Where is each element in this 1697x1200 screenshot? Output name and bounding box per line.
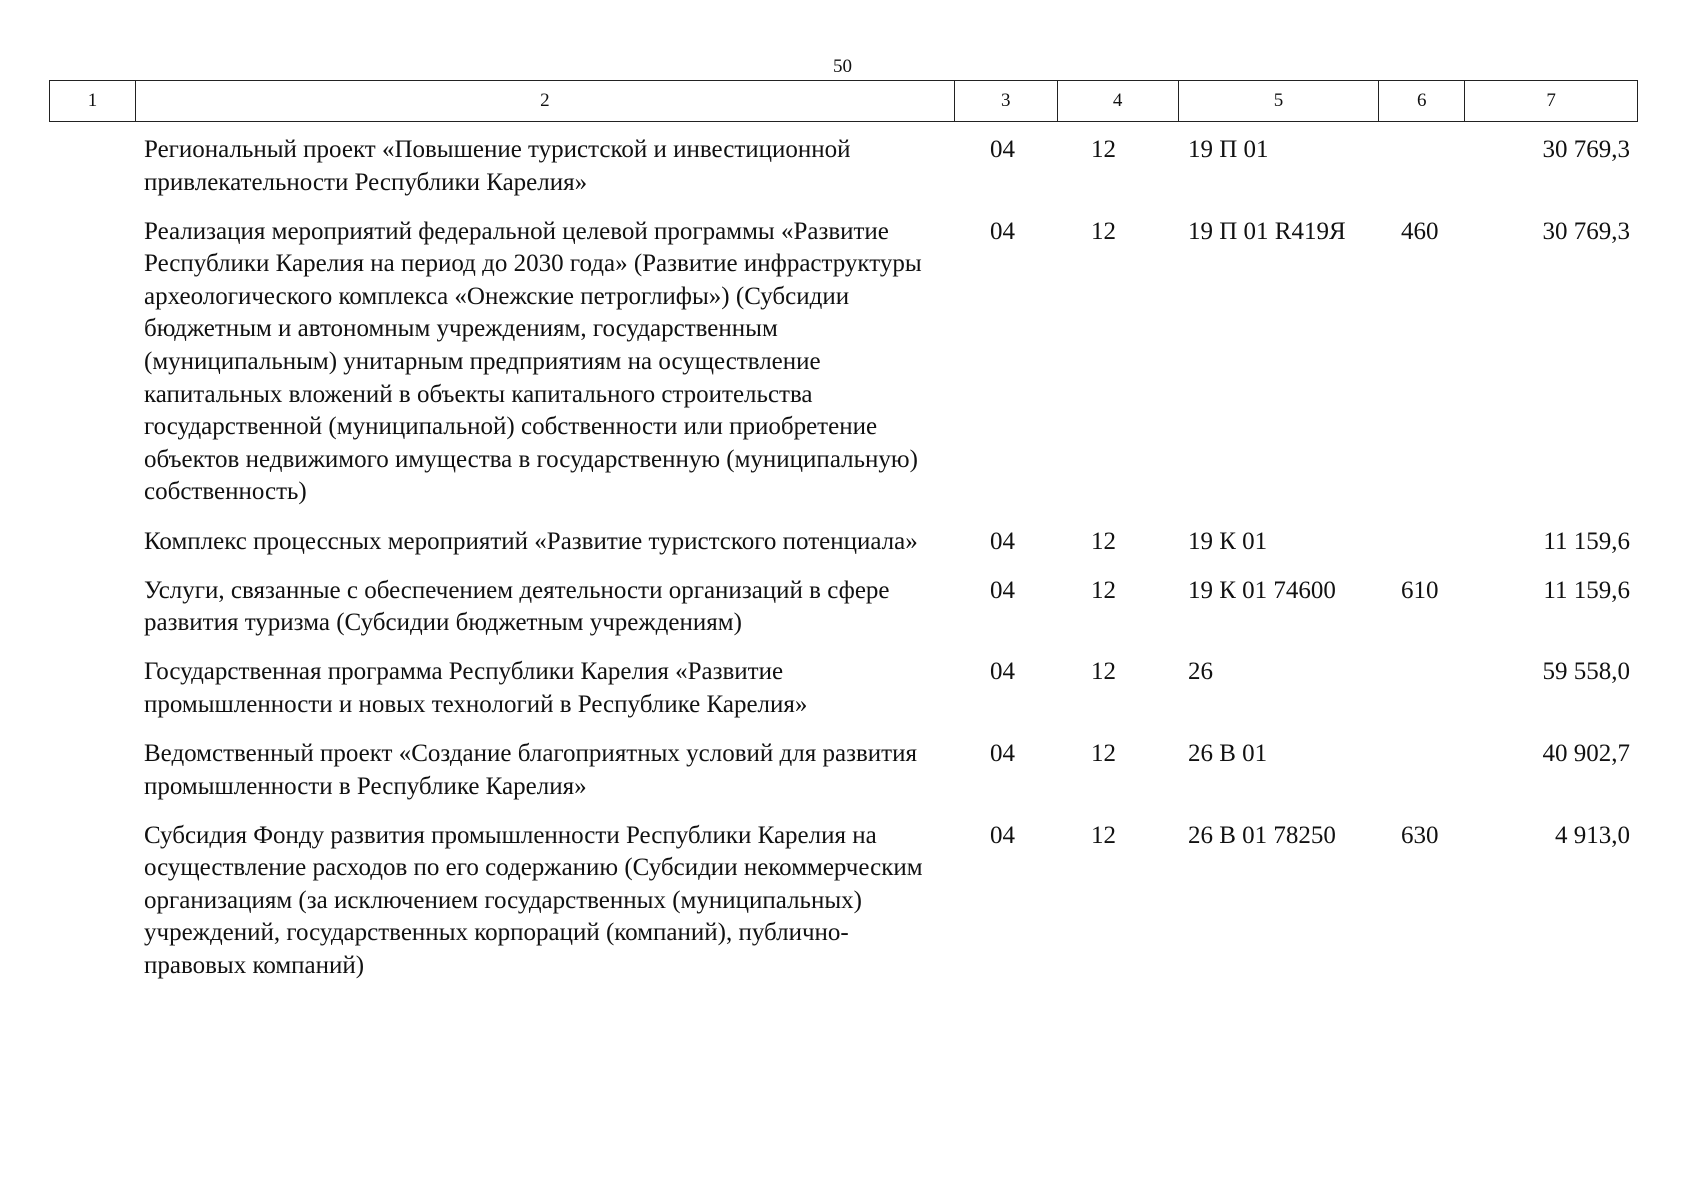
- row-number-cell: [49, 216, 135, 509]
- amount: 4 913,0: [1555, 821, 1630, 849]
- table-row: [49, 575, 1638, 640]
- expense-type-code: 630: [1401, 821, 1439, 849]
- subsection-code: 12: [1091, 740, 1116, 767]
- expense-type-code: 610: [1401, 576, 1439, 604]
- row-number-cell: [49, 656, 135, 721]
- item-name: Реализация мероприятий федеральной целевой программы «Развитие Республики Карелия на период до 2030 года» (Развитие инфраструктуры археологического комплекса «Онежские петроглифы») (Субсидии бюджетным и автономным учреждениям, государственным (муниципальным) унитарным предприятиям на осуществление капитальных вложений в объекты капитального строительства государственной (муниципальной) собственности или приобретение объектов недвижимого имущества в государственную (муниципальную) собственность): [144, 217, 922, 506]
- table-row: [49, 526, 1638, 559]
- column-header-1: 1: [50, 81, 136, 121]
- section-code: 04: [990, 821, 1015, 849]
- item-name: Государственная программа Республики Карелия «Развитие промышленности и новых технологий в Республике Карелия»: [144, 658, 808, 718]
- column-header-3: 3: [955, 81, 1058, 121]
- target-article-code: 19 П 01 R419Я: [1188, 217, 1346, 245]
- item-name: Услуги, связанные с обеспечением деятельности организаций в сфере развития туризма (Субсидии бюджетным учреждениям): [144, 576, 890, 637]
- item-name: Комплекс процессных мероприятий «Развитие туристского потенциала»: [144, 527, 918, 555]
- subsection-code: 12: [1091, 821, 1116, 849]
- budget-table-body: [49, 134, 1638, 999]
- expense-type-code: [1380, 738, 1466, 803]
- column-header-2: 2: [136, 81, 955, 121]
- section-code: 04: [990, 527, 1015, 555]
- target-article-code: 26: [1188, 658, 1213, 686]
- amount: 40 902,7: [1542, 740, 1630, 767]
- target-article-code: 19 П 01: [1188, 136, 1269, 163]
- subsection-code: 12: [1091, 658, 1116, 686]
- page-number: [0, 56, 1697, 78]
- table-row: [49, 216, 1638, 509]
- table-row: [49, 656, 1638, 721]
- amount: 30 769,3: [1542, 136, 1630, 163]
- section-code: 04: [990, 576, 1015, 604]
- amount: 30 769,3: [1542, 217, 1630, 245]
- table-row: [49, 820, 1638, 983]
- column-header-6: 6: [1379, 81, 1465, 121]
- expense-type-code: [1380, 134, 1466, 199]
- subsection-code: 12: [1091, 217, 1116, 245]
- item-name: Ведомственный проект «Создание благоприятных условий для развития промышленности в Республике Карелия»: [144, 740, 917, 800]
- amount: 11 159,6: [1543, 576, 1630, 604]
- expense-type-code: [1380, 526, 1466, 559]
- column-header-row: [49, 80, 1638, 122]
- amount: 59 558,0: [1542, 658, 1630, 686]
- target-article-code: 26 В 01 78250: [1188, 821, 1336, 849]
- item-name: Субсидия Фонду развития промышленности Республики Карелия на осуществление расходов по его содержанию (Субсидии некоммерческим организациям (за исключением государственных (муниципальных) учреждений, государственных корпораций (компаний), публично-правовых компаний): [144, 821, 923, 980]
- page-number-text: 50: [833, 56, 852, 77]
- table-row: [49, 134, 1638, 199]
- expense-type-code: [1380, 656, 1466, 721]
- column-header-4: 4: [1058, 81, 1179, 121]
- subsection-code: 12: [1091, 576, 1116, 604]
- subsection-code: 12: [1091, 136, 1116, 163]
- expense-type-code: 460: [1401, 217, 1439, 245]
- target-article-code: 19 К 01 74600: [1188, 576, 1336, 604]
- table-row: [49, 738, 1638, 803]
- row-number-cell: [49, 134, 135, 199]
- column-header-5: 5: [1179, 81, 1380, 121]
- row-number-cell: [49, 526, 135, 559]
- section-code: 04: [990, 136, 1015, 163]
- section-code: 04: [990, 740, 1015, 767]
- target-article-code: 19 К 01: [1188, 527, 1268, 555]
- target-article-code: 26 В 01: [1188, 740, 1268, 767]
- row-number-cell: [49, 738, 135, 803]
- section-code: 04: [990, 217, 1015, 245]
- row-number-cell: [49, 575, 135, 640]
- section-code: 04: [990, 658, 1015, 686]
- subsection-code: 12: [1091, 527, 1116, 555]
- item-name: Региональный проект «Повышение туристской и инвестиционной привлекательности Республики Карелия»: [144, 136, 851, 196]
- column-header-7: 7: [1546, 90, 1556, 111]
- amount: 11 159,6: [1543, 527, 1630, 555]
- row-number-cell: [49, 820, 135, 983]
